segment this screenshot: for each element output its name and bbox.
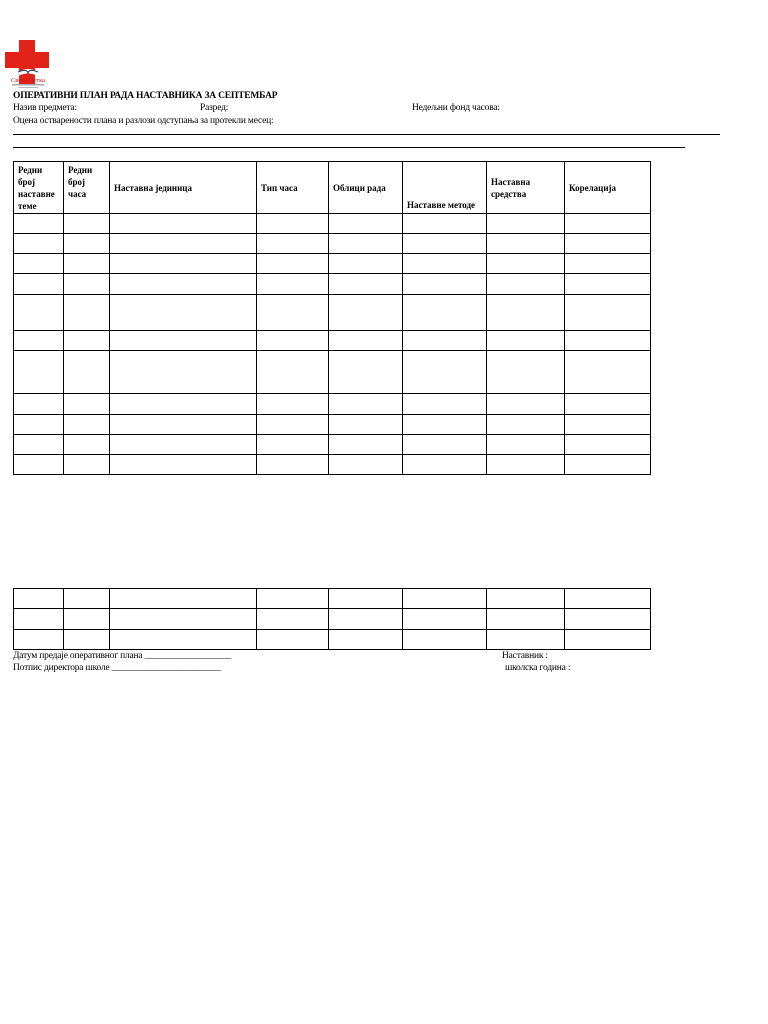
assessment-line-1[interactable] — [13, 134, 720, 135]
header-teaching-unit: Наставна јединица — [110, 162, 257, 214]
header-topic-number: Редни број наставне теме — [14, 162, 64, 214]
table-row[interactable] — [14, 295, 651, 331]
table-row[interactable] — [14, 274, 651, 295]
logo-caption: Света Петка — [10, 77, 46, 84]
table-row[interactable] — [14, 455, 651, 475]
header-teaching-methods: Наставне методе — [403, 162, 487, 214]
table-row[interactable] — [14, 234, 651, 254]
header-teaching-aids: Наставна средства — [487, 162, 565, 214]
table-row[interactable] — [14, 630, 651, 650]
assessment-label: Оцена остварености плана и разлози одступања за протекли месец: — [13, 116, 274, 126]
grade-label: Разред: — [200, 103, 229, 113]
teacher-label: Наставник : — [502, 651, 548, 661]
header-lesson-type: Тип часа — [257, 162, 329, 214]
table-row[interactable] — [14, 331, 651, 351]
plan-table-continuation — [13, 588, 651, 650]
plan-table — [13, 161, 651, 475]
page-title: ОПЕРАТИВНИ ПЛАН РАДА НАСТАВНИКА ЗА СЕПТЕМБАР — [13, 91, 278, 101]
table-row[interactable] — [14, 351, 651, 394]
table-row[interactable] — [14, 415, 651, 435]
table-header-row — [14, 162, 651, 214]
table-row[interactable] — [14, 435, 651, 455]
principal-signature-line: Потпис директора школе ________________________ — [13, 663, 221, 673]
school-logo — [4, 38, 52, 90]
table-row[interactable] — [14, 394, 651, 415]
weekly-hours-label: Недељни фонд часова: — [412, 103, 500, 113]
assessment-line-2[interactable] — [13, 147, 685, 148]
subject-label: Назив предмета: — [13, 103, 77, 113]
table-row[interactable] — [14, 254, 651, 274]
table-row[interactable] — [14, 589, 651, 609]
header-lesson-number: Редни број часа — [64, 162, 110, 214]
table-row[interactable] — [14, 214, 651, 234]
submission-date-line: Датум предаје оперативног плана ___________________ — [13, 651, 232, 661]
table-row[interactable] — [14, 609, 651, 630]
school-year-label: школска година : — [505, 663, 571, 673]
header-correlation: Корелација — [565, 162, 651, 214]
header-work-forms: Облици рада — [329, 162, 403, 214]
